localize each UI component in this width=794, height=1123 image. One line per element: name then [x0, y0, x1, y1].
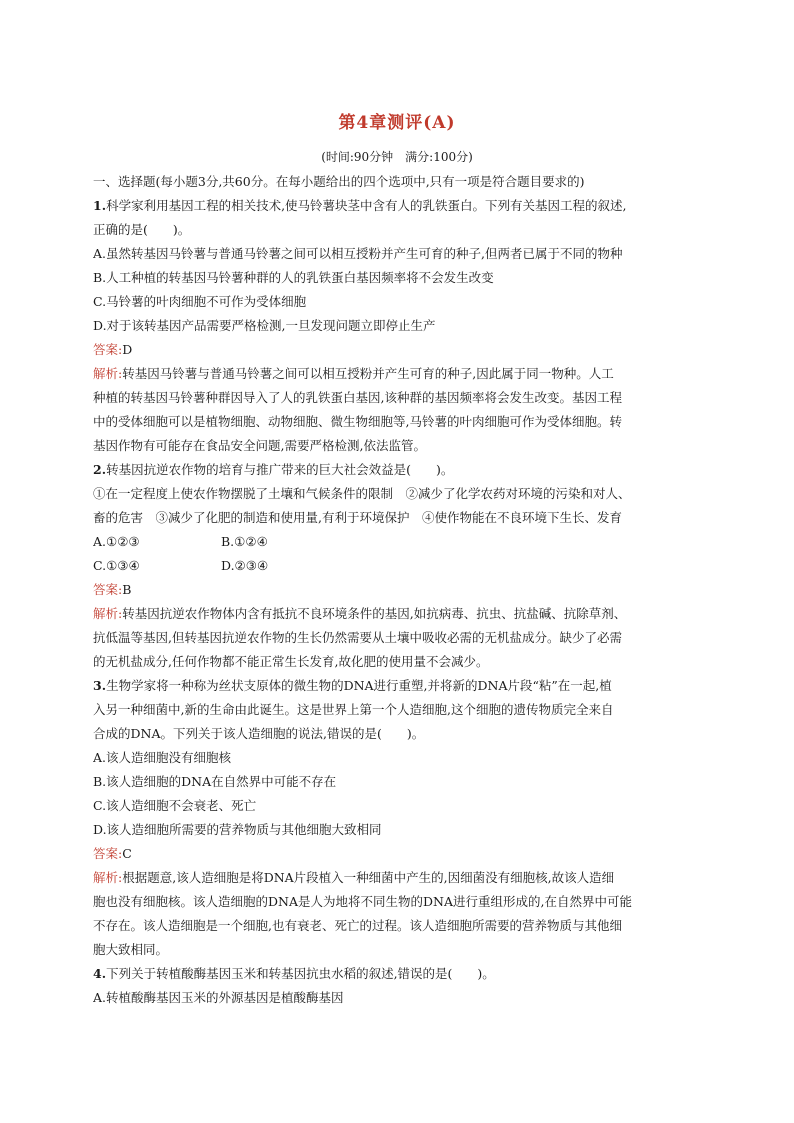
question-number: 2. [93, 462, 107, 477]
question-stem-line: 入另一种细菌中,新的生命由此诞生。这是世界上第一个人造细胞,这个细胞的遗传物质完全来自 [93, 702, 614, 717]
question-stem-line: 2.转基因抗逆农作物的培育与推广带来的巨大社会效益是( )。 [93, 462, 454, 477]
question-stem-line: 畜的危害 ③减少了化肥的制造和使用量,有利于环境保护 ④使作物能在不良环境下生长、发育 [93, 510, 622, 525]
analysis-line: 种植的转基因马铃薯种群因导入了人的乳铁蛋白基因,该种群的基因频率将会发生改变。基因工程 [93, 390, 622, 405]
answer-line [93, 338, 713, 362]
analysis-line: 解析:根据题意,该人造细胞是将DNA片段植入一种细菌中产生的,因细菌没有细胞核,故该人造细 [93, 870, 615, 885]
option-a: A.转植酸酶基因玉米的外源基因是植酸酶基因 [93, 990, 344, 1005]
question-number: 3. [93, 678, 107, 693]
answer-line [93, 842, 713, 866]
answer-label: 答案: [93, 846, 123, 861]
analysis-line: 解析:转基因抗逆农作物体内含有抵抗不良环境条件的基因,如抗病毒、抗虫、抗盐碱、抗除草剂、 [93, 606, 627, 621]
question-number: 1. [93, 198, 107, 213]
analysis-line: 胞也没有细胞核。该人造细胞的DNA是人为地将不同生物的DNA进行重组形成的,在自然界中可能 [93, 894, 632, 909]
question-stem-line: 1.科学家利用基因工程的相关技术,使马铃薯块茎中含有人的乳铁蛋白。下列有关基因工程的叙述, [93, 198, 627, 213]
question-3 [93, 674, 713, 962]
analysis-line: 解析:转基因马铃薯与普通马铃薯之间可以相互授粉并产生可育的种子,因此属于同一物种。人工 [93, 366, 614, 381]
answer-value: C [122, 846, 132, 861]
section-heading: 一、选择题(每小题3分,共60分。在每小题给出的四个选项中,只有一项是符合题目要求的) [93, 174, 585, 189]
option-a: A.该人造细胞没有细胞核 [93, 750, 232, 765]
question-stem-line: 3.生物学家将一种称为丝状支原体的微生物的DNA进行重塑,并将新的DNA片段“粘”在一起,植 [93, 678, 612, 693]
option-d: D.该人造细胞所需要的营养物质与其他细胞大致相同 [93, 822, 382, 837]
answer-label: 答案: [93, 582, 123, 597]
option-b: B.该人造细胞的DNA在自然界中可能不存在 [93, 774, 337, 789]
answer-line [93, 578, 713, 602]
analysis-line: 胞大致相同。 [93, 942, 169, 957]
question-4 [93, 962, 713, 1010]
option-b: B.人工种植的转基因马铃薯种群的人的乳铁蛋白基因频率将不会发生改变 [93, 270, 494, 285]
answer-value: D [122, 342, 133, 357]
page-title: 第4章测评(A) [338, 113, 456, 133]
options-row [93, 530, 713, 554]
analysis-label: 解析: [93, 366, 123, 381]
option-a: A.①②③ [93, 534, 140, 549]
question-stem-line: ①在一定程度上使农作物摆脱了土壤和气候条件的限制 ②减少了化学农药对环境的污染和对人、 [93, 486, 631, 501]
answer-value: B [122, 582, 132, 597]
question-2 [93, 458, 713, 674]
options-row [93, 554, 713, 578]
question-stem-line: 正确的是( )。 [93, 222, 191, 237]
question-1 [93, 194, 713, 458]
question-stem-line: 4.下列关于转植酸酶基因玉米和转基因抗虫水稻的叙述,错误的是( )。 [93, 966, 495, 981]
option-b: B.①②④ [221, 534, 268, 549]
option-c: C.该人造细胞不会衰老、死亡 [93, 798, 257, 813]
analysis-label: 解析: [93, 606, 123, 621]
exam-info: (时间:90分钟 满分:100分) [321, 150, 473, 164]
question-stem-line: 合成的DNA。下列关于该人造细胞的说法,错误的是( )。 [93, 726, 425, 741]
analysis-line: 不存在。该人造细胞是一个细胞,也有衰老、死亡的过程。该人造细胞所需要的营养物质与其他细 [93, 918, 622, 933]
option-c: C.①③④ [93, 558, 140, 573]
analysis-line: 抗低温等基因,但转基因抗逆农作物的生长仍然需要从土壤中吸收必需的无机盐成分。缺少了必需 [93, 630, 622, 645]
option-c: C.马铃薯的叶肉细胞不可作为受体细胞 [93, 294, 307, 309]
answer-label: 答案: [93, 342, 123, 357]
option-d: D.对于该转基因产品需要严格检测,一旦发现问题立即停止生产 [93, 318, 436, 333]
question-number: 4. [93, 966, 107, 981]
analysis-line: 的无机盐成分,任何作物都不能正常生长发育,故化肥的使用量不会减少。 [93, 654, 489, 669]
document-body [93, 170, 713, 1010]
analysis-line: 基因作物有可能存在食品安全问题,需要严格检测,依法监管。 [93, 438, 426, 453]
option-a: A.虽然转基因马铃薯与普通马铃薯之间可以相互授粉并产生可育的种子,但两者已属于不同的物种 [93, 246, 623, 261]
analysis-label: 解析: [93, 870, 123, 885]
analysis-line: 中的受体细胞可以是植物细胞、动物细胞、微生物细胞等,马铃薯的叶肉细胞可作为受体细胞。转 [93, 414, 622, 429]
option-d: D.②③④ [221, 558, 269, 573]
